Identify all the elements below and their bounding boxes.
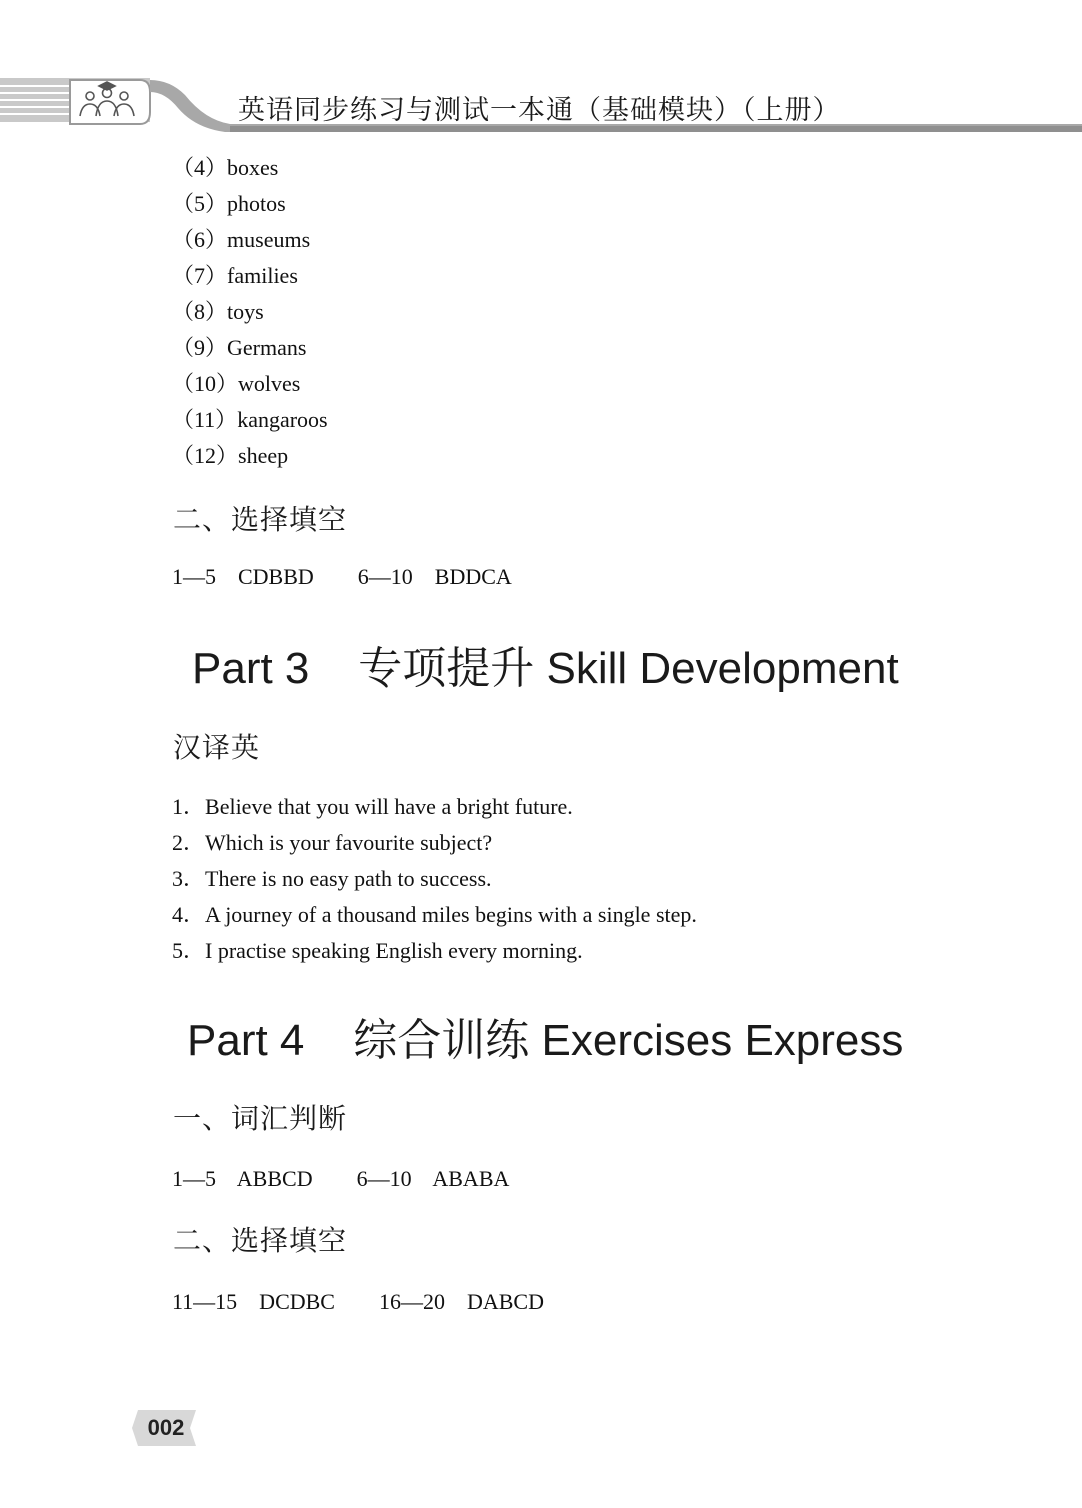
section-heading-translation: 汉译英 — [173, 731, 261, 764]
answer-line: 1—5 ABBCD 6—10 ABABA — [172, 1166, 510, 1191]
part4-heading: Part 4 综合训练 Exercises Express — [187, 1016, 904, 1065]
item-number: （7） — [172, 263, 228, 288]
list-item — [172, 864, 697, 900]
list-item — [172, 153, 328, 189]
translation-list — [172, 792, 697, 972]
section-heading-multiple-choice: 二、选择填空 — [173, 503, 348, 536]
item-word: kangaroos — [237, 407, 328, 432]
list-item — [172, 369, 328, 405]
list-item — [172, 333, 328, 369]
header-title: 英语同步练习与测试一本通（基础模块）（上册） — [238, 95, 841, 126]
item-number: 4． — [172, 902, 206, 927]
item-word: wolves — [238, 371, 301, 396]
item-number: 1． — [172, 794, 206, 819]
item-number: （11） — [172, 407, 238, 432]
item-word: museums — [227, 227, 311, 252]
page-number-badge — [130, 1408, 202, 1448]
list-item — [172, 405, 328, 441]
page-number: 002 — [147, 1415, 185, 1440]
item-word: boxes — [227, 155, 279, 180]
list-item — [172, 189, 328, 225]
item-number: （4） — [172, 155, 228, 180]
item-number: （8） — [172, 299, 228, 324]
item-number: （6） — [172, 227, 228, 252]
list-item — [172, 936, 697, 972]
list-item — [172, 900, 697, 936]
item-number: 3． — [172, 866, 206, 891]
list-item — [172, 297, 328, 333]
item-number: （12） — [172, 443, 239, 468]
students-graduation-icon — [72, 76, 142, 126]
item-text: I practise speaking English every morning. — [205, 938, 583, 963]
item-number: 5． — [172, 938, 206, 963]
item-number: 2． — [172, 830, 206, 855]
item-text: Believe that you will have a bright future. — [205, 794, 573, 819]
list-item — [172, 225, 328, 261]
item-text: Which is your favourite subject? — [205, 830, 493, 855]
item-word: toys — [227, 299, 264, 324]
item-word: Germans — [227, 335, 307, 360]
answer-line: 1—5 CDBBD 6—10 BDDCA — [172, 564, 512, 589]
list-item — [172, 792, 697, 828]
item-number: （10） — [172, 371, 239, 396]
section-heading-vocabulary: 一、词汇判断 — [173, 1102, 348, 1135]
item-text: A journey of a thousand miles begins with a single step. — [205, 902, 697, 927]
part3-heading: Part 3 专项提升 Skill Development — [192, 644, 899, 693]
list-item — [172, 261, 328, 297]
item-text: There is no easy path to success. — [205, 866, 492, 891]
item-word: families — [227, 263, 298, 288]
plural-answer-list — [172, 153, 328, 477]
answer-line: 11—15 DCDBC 16—20 DABCD — [172, 1289, 544, 1314]
list-item — [172, 828, 697, 864]
section-heading-multiple-choice: 二、选择填空 — [173, 1224, 348, 1257]
list-item — [172, 441, 328, 477]
item-number: （5） — [172, 191, 228, 216]
item-word: sheep — [238, 443, 289, 468]
page-header — [0, 0, 1082, 140]
item-number: （9） — [172, 335, 228, 360]
item-word: photos — [227, 191, 286, 216]
